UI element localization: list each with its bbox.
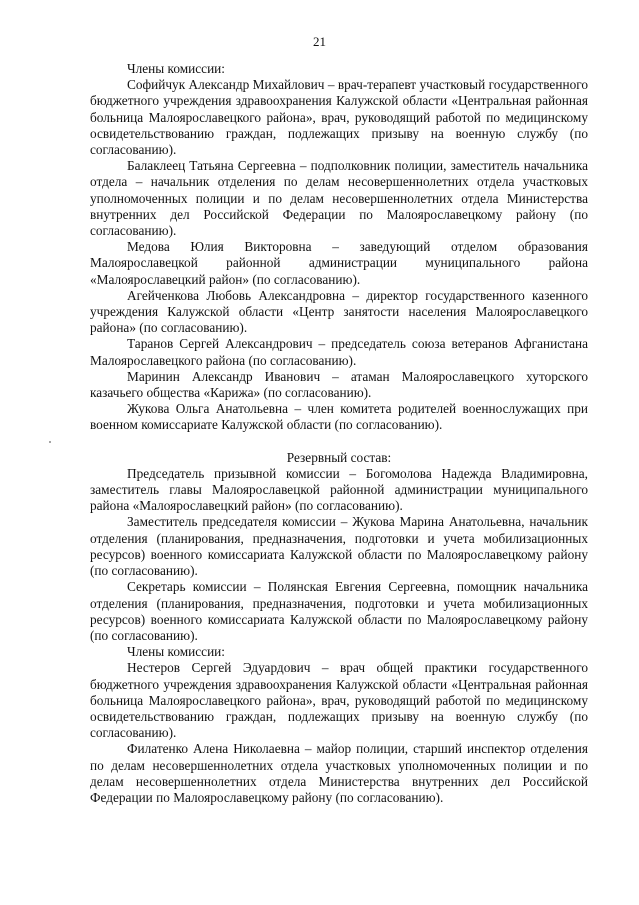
member-paragraph: Маринин Александр Иванович – атаман Малоярославецкого хуторского казачьего общества «Карижа» (по согласованию). bbox=[90, 368, 588, 401]
member-paragraph: Агейченкова Любовь Александровна – директор государственного казенного учреждения Калужской области «Центр занятости населения Малоярославецкого района» (по согласованию). bbox=[90, 287, 588, 336]
member-paragraph: Медова Юлия Викторовна – заведующий отделом образования Малоярославецкой районной администрации муниципального района «Малоярославецкий район» (по согласованию). bbox=[90, 239, 588, 287]
members-heading: Члены комиссии: bbox=[127, 61, 225, 76]
document-body bbox=[90, 61, 588, 806]
member-paragraph: Таранов Сергей Александрович – председатель союза ветеранов Афганистана Малоярославецкого района (по согласованию). bbox=[90, 336, 588, 368]
reserve-heading: Резервный состав: bbox=[286, 449, 392, 465]
reserve-paragraph: Председатель призывной комиссии – Богомолова Надежда Владимировна, заместитель главы Малоярославецкой районной администрации муниципального района «Малоярославецкий район» (по согласованию). bbox=[90, 465, 588, 514]
reserve-member-paragraph: Нестеров Сергей Эдуардович – врач общей практики государственного бюджетного учреждения здравоохранения Калужской области «Центральная районная больница Малоярославецкого района», врач, руководящий работой по медицинскому освидетельствованию граждан, подлежащих призыву на военную службу (по согласованию). bbox=[90, 660, 588, 741]
section-gap bbox=[90, 434, 588, 450]
reserve-member-paragraph: Филатенко Алена Николаевна – майор полиции, старший инспектор отделения по делам несовершеннолетних отдела участковых уполномоченных полиции и по делам несовершеннолетних отдела Министерства внутренних дел Российской Федерации по Малоярославецкому району (по согласованию). bbox=[90, 741, 588, 805]
member-paragraph: Софийчук Александр Михайлович – врач-терапевт участковый государственного бюджетного учреждения здравоохранения Калужской области «Центральная районная больница Малоярославецкого района», врач, руководящий работой по медицинскому освидетельствованию граждан, подлежащих призыву на военную службу (по согласованию). bbox=[90, 77, 588, 158]
reserve-paragraph: Заместитель председателя комиссии – Жукова Марина Анатольевна, начальник отделения (планирования, предназначения, подготовки и учета мобилизационных ресурсов) военного комиссариата Калужской области по Малоярославецкому району (по согласованию). bbox=[90, 514, 588, 579]
reserve-members-heading: Члены комиссии: bbox=[127, 644, 225, 660]
member-paragraph: Жукова Ольга Анатольевна – член комитета родителей военнослужащих при военном комиссариате Калужской области (по согласованию). bbox=[90, 401, 588, 433]
member-paragraph: Балаклеец Татьяна Сергеевна – подполковник полиции, заместитель начальника отдела – начальник отделения по делам несовершеннолетних отдела участковых уполномоченных полиции и по делам несовершеннолетних отдела Министерства внутренних дел Российской Федерации по Малоярославецкому району (по согласованию). bbox=[90, 158, 588, 239]
scan-artifact-dot bbox=[49, 441, 51, 443]
page-number: 21 bbox=[313, 34, 326, 49]
reserve-paragraph: Секретарь комиссии – Полянская Евгения Сергеевна, помощник начальника отделения (планирования, предназначения, подготовки и учета мобилизационных ресурсов) военного комиссариата Калужской области по Малоярославецкому району (по согласованию). bbox=[90, 579, 588, 643]
